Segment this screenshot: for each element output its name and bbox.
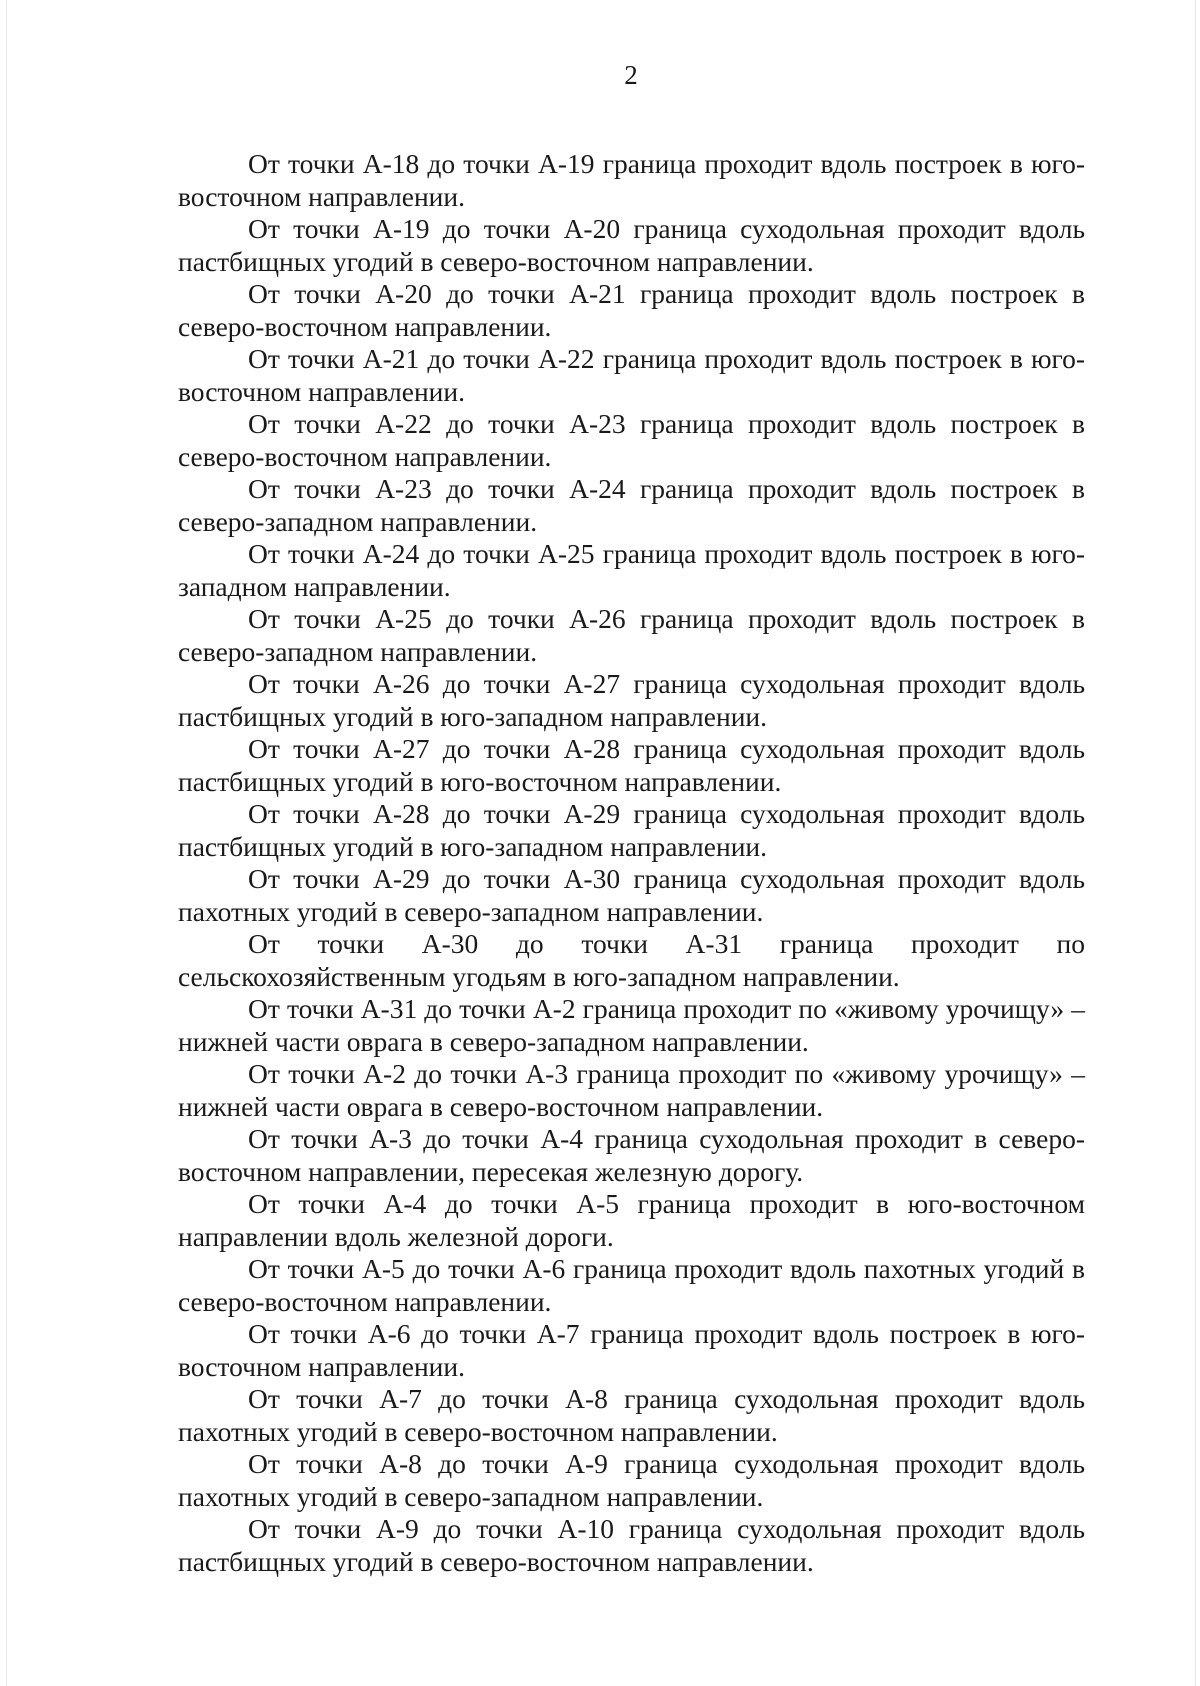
paragraph: От точки А-21 до точки А-22 граница проходит вдоль построек в юго-восточном направлении. <box>178 343 1085 407</box>
paragraph: От точки А-2 до точки А-3 граница проходит по «живому урочищу» – нижней части оврага в северо-восточном направлении. <box>178 1058 1085 1122</box>
paragraph: От точки А-9 до точки А-10 граница суходольная проходит вдоль пастбищных угодий в северо-восточном направлении. <box>178 1513 1085 1577</box>
page-number: 2 <box>624 60 638 90</box>
paragraph: От точки А-29 до точки А-30 граница суходольная проходит вдоль пахотных угодий в северо-западном направлении. <box>178 863 1085 927</box>
scan-edge-right <box>1195 0 1196 1686</box>
paragraph: От точки А-3 до точки А-4 граница суходольная проходит в северо-восточном направлении, пересекая железную дорогу. <box>178 1123 1085 1187</box>
paragraph: От точки А-23 до точки А-24 граница проходит вдоль построек в северо-западном направлении. <box>178 473 1085 537</box>
paragraph: От точки А-26 до точки А-27 граница суходольная проходит вдоль пастбищных угодий в юго-западном направлении. <box>178 668 1085 732</box>
paragraph: От точки А-18 до точки А-19 граница проходит вдоль построек в юго-восточном направлении. <box>178 148 1085 212</box>
paragraph: От точки А-28 до точки А-29 граница суходольная проходит вдоль пастбищных угодий в юго-западном направлении. <box>178 798 1085 862</box>
paragraph: От точки А-24 до точки А-25 граница проходит вдоль построек в юго-западном направлении. <box>178 538 1085 602</box>
paragraph: От точки А-25 до точки А-26 граница проходит вдоль построек в северо-западном направлении. <box>178 603 1085 667</box>
paragraph: От точки А-20 до точки А-21 граница проходит вдоль построек в северо-восточном направлении. <box>178 278 1085 342</box>
paragraph: От точки А-5 до точки А-6 граница проходит вдоль пахотных угодий в северо-восточном направлении. <box>178 1253 1085 1317</box>
paragraph: От точки А-4 до точки А-5 граница проходит в юго-восточном направлении вдоль железной дороги. <box>178 1188 1085 1252</box>
paragraph: От точки А-30 до точки А-31 граница проходит по сельскохозяйственным угодьям в юго-западном направлении. <box>178 928 1085 992</box>
body-text <box>178 148 1085 1578</box>
paragraph: От точки А-6 до точки А-7 граница проходит вдоль построек в юго-восточном направлении. <box>178 1318 1085 1382</box>
paragraph: От точки А-22 до точки А-23 граница проходит вдоль построек в северо-восточном направлении. <box>178 408 1085 472</box>
paragraph: От точки А-31 до точки А-2 граница проходит по «живому урочищу» – нижней части оврага в северо-западном направлении. <box>178 993 1085 1057</box>
paragraph: От точки А-27 до точки А-28 граница суходольная проходит вдоль пастбищных угодий в юго-восточном направлении. <box>178 733 1085 797</box>
scan-edge-left <box>6 0 7 1686</box>
paragraph: От точки А-19 до точки А-20 граница суходольная проходит вдоль пастбищных угодий в северо-восточном направлении. <box>178 213 1085 277</box>
paragraph: От точки А-7 до точки А-8 граница суходольная проходит вдоль пахотных угодий в северо-восточном направлении. <box>178 1383 1085 1447</box>
paragraph: От точки А-8 до точки А-9 граница суходольная проходит вдоль пахотных угодий в северо-западном направлении. <box>178 1448 1085 1512</box>
